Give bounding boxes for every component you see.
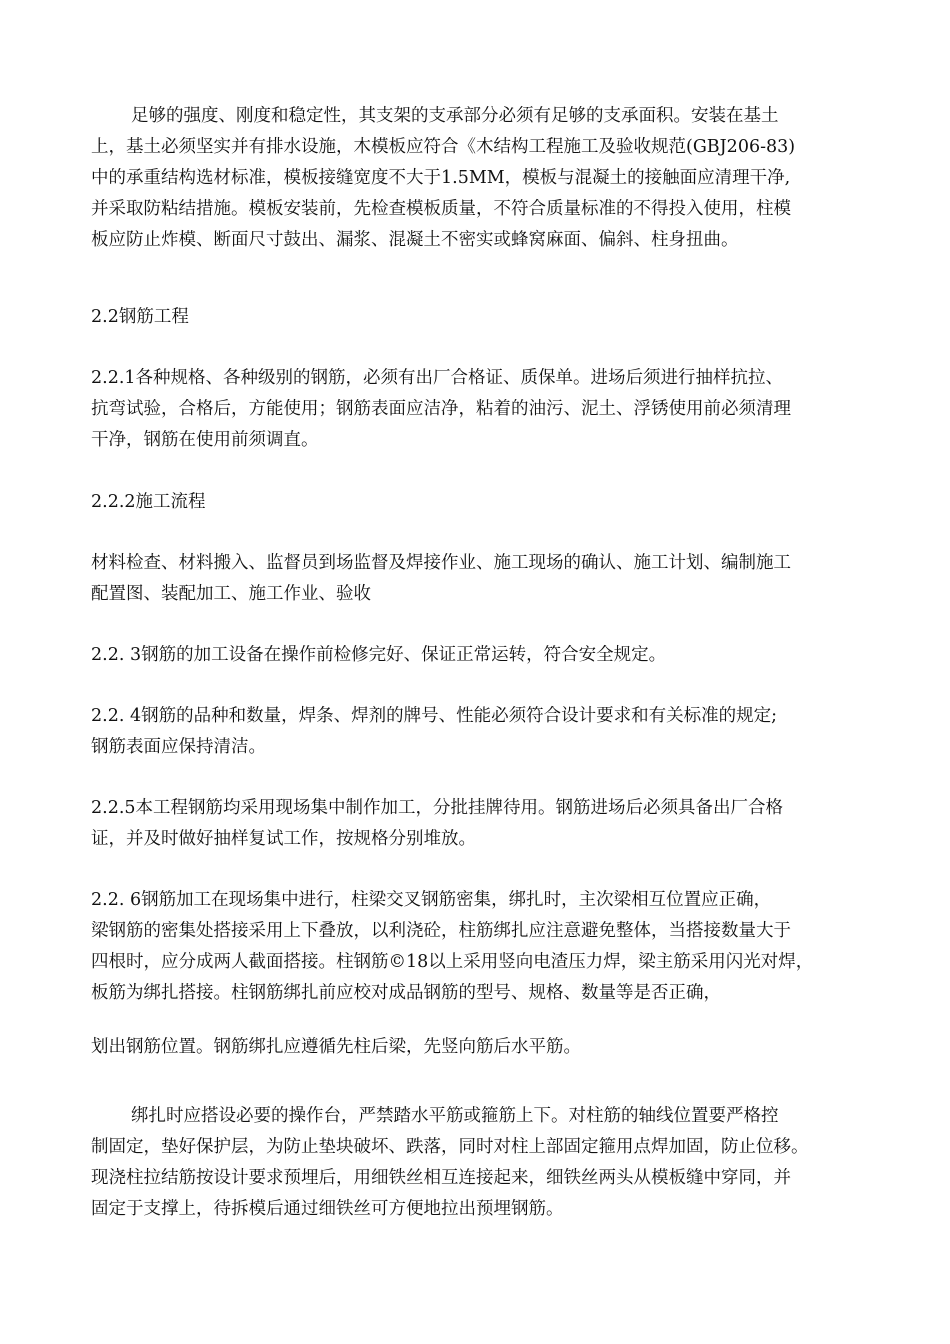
paragraph-2-2-5 (91, 793, 861, 855)
text-line: 四根时，应分成两人截面搭接。柱钢筋©18以上采用竖向电渣压力焊，梁主筋采用闪光对焊， (91, 952, 814, 972)
paragraph-mark-rebar-position (91, 1032, 861, 1063)
text-line: 干净，钢筋在使用前须调直。 (91, 430, 319, 450)
paragraph-tying-platform (91, 1101, 861, 1225)
text-line: 材料检查、材料搬入、监督员到场监督及焊接作业、施工现场的确认、施工计划、编制施工 (91, 553, 791, 573)
text-line: 足够的强度、刚度和稳定性，其支架的支承部分必须有足够的支承面积。安装在基土 (131, 106, 779, 126)
text-line: 钢筋表面应保持清洁。 (91, 737, 266, 757)
text-line: 2.2. 4钢筋的品种和数量，焊条、焊剂的牌号、性能必须符合设计要求和有关标准的规定; (91, 706, 777, 726)
text-line: 2.2钢筋工程 (91, 307, 189, 327)
text-line: 2.2.5本工程钢筋均采用现场集中制作加工，分批挂牌待用。钢筋进场后必须具备出厂合格 (91, 798, 784, 818)
text-line: 梁钢筋的密集处搭接采用上下叠放，以利浇砼，柱筋绑扎应注意避免整体，当搭接数量大于 (91, 921, 791, 941)
text-line: 板应防止炸模、断面尺寸鼓出、漏浆、混凝土不密实或蜂窝麻面、偏斜、柱身扭曲。 (91, 230, 739, 250)
text-line: 并采取防粘结措施。模板安装前，先检查模板质量，不符合质量标准的不得投入使用，柱模 (91, 199, 791, 219)
text-line: 固定于支撑上，待拆模后通过细铁丝可方便地拉出预埋钢筋。 (91, 1199, 564, 1219)
text-line: 2.2.1各种规格、各种级别的钢筋，必须有出厂合格证、质保单。进场后须进行抽样抗拉、 (91, 368, 784, 388)
paragraph-2-2-3 (91, 640, 861, 671)
subsection-heading-construction-flow (91, 487, 861, 518)
text-line: 板筋为绑扎搭接。柱钢筋绑扎前应校对成品钢筋的型号、规格、数量等是否正确， (91, 983, 721, 1003)
text-line: 配置图、装配加工、施工作业、验收 (91, 584, 371, 604)
text-line: 证，并及时做好抽样复试工作，按规格分别堆放。 (91, 829, 476, 849)
paragraph-formwork-requirements (91, 101, 861, 256)
paragraph-2-2-6 (91, 885, 861, 1009)
paragraph-2-2-1 (91, 363, 861, 456)
text-line: 上，基土必须坚实并有排水设施，木模板应符合《木结构工程施工及验收规范(GBJ206-83) (91, 137, 796, 157)
section-heading-rebar-works (91, 302, 861, 333)
paragraph-construction-flow (91, 548, 861, 610)
text-line: 制固定，垫好保护层，为防止垫块破坏、跌落，同时对柱上部固定箍用点焊加固，防止位移。 (91, 1137, 809, 1157)
paragraph-2-2-4 (91, 701, 861, 763)
text-line: 抗弯试验，合格后，方能使用；钢筋表面应洁净，粘着的油污、泥土、浮锈使用前必须清理 (91, 399, 791, 419)
text-line: 绑扎时应搭设必要的操作台，严禁踏水平筋或箍筋上下。对柱筋的轴线位置要严格控 (131, 1106, 779, 1126)
text-line: 2.2. 3钢筋的加工设备在操作前检修完好、保证正常运转，符合安全规定。 (91, 645, 667, 665)
text-line: 划出钢筋位置。钢筋绑扎应遵循先柱后梁，先竖向筋后水平筋。 (91, 1037, 581, 1057)
text-line: 中的承重结构选材标准，模板接缝宽度不大于1.5MM，模板与混凝土的接触面应清理干净, (91, 168, 791, 188)
text-line: 2.2. 6钢筋加工在现场集中进行，柱梁交叉钢筋密集，绑扎时，主次梁相互位置应正确， (91, 890, 772, 910)
text-line: 2.2.2施工流程 (91, 492, 206, 512)
text-line: 现浇柱拉结筋按设计要求预埋后，用细铁丝相互连接起来，细铁丝两头从模板缝中穿同，并 (91, 1168, 791, 1188)
